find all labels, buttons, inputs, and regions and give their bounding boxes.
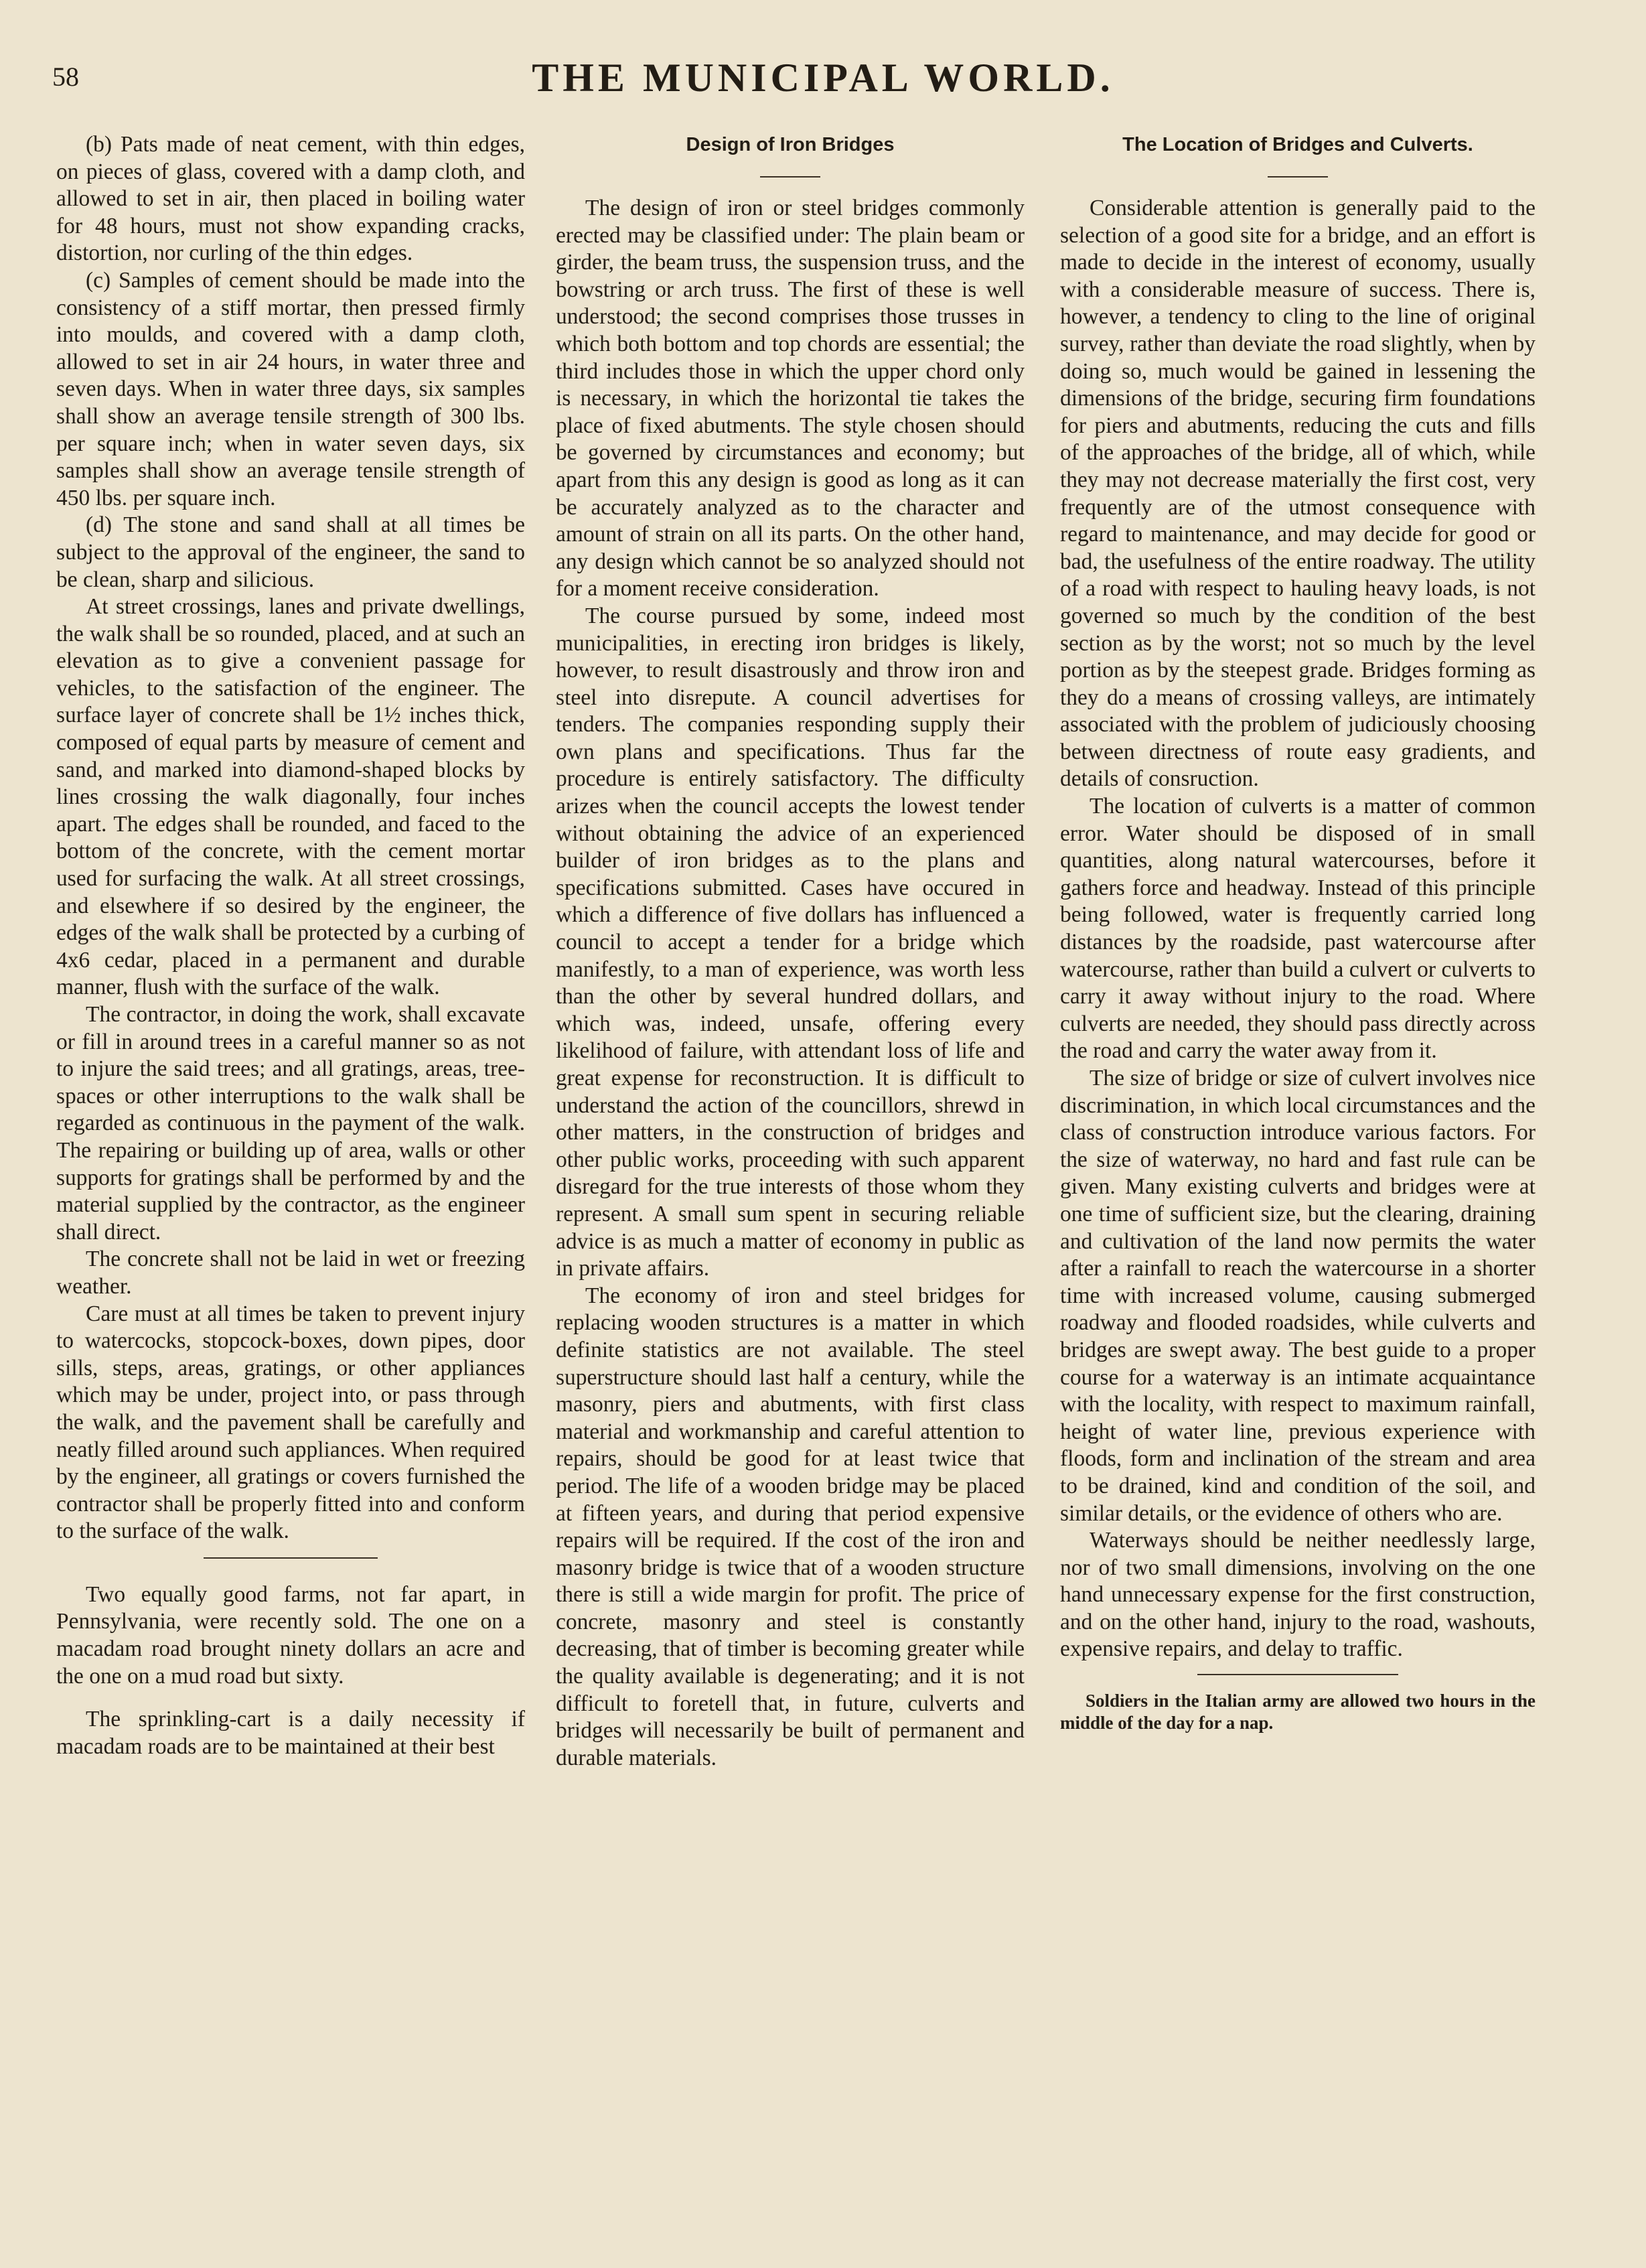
article-heading-location: The Location of Bridges and Culverts. [1122, 134, 1473, 155]
paragraph-stone-sand: (d) The stone and sand shall at all times be subject to the approval of the engineer, the sand to be clean, sharp and silicious. [56, 512, 525, 592]
paragraph-waterways: Waterways should be neither needlessly large, nor of two small dimensions, involving on the one hand unnecessary expense for the first construction, and on the other hand, injury to the road, washouts, expensive repairs, and delay to traffic. [1060, 1528, 1536, 1662]
paragraph-farms: Two equally good farms, not far apart, in Pennsylvania, were recently sold. The one on a macadam road brought ninety dollars an acre and the one on a mud road but sixty. [56, 1581, 525, 1689]
article-heading-iron-bridges: Design of Iron Bridges [686, 134, 895, 155]
column-left [56, 131, 525, 1760]
paragraph-concrete-weather: The concrete shall not be laid in wet or freezing weather. [56, 1247, 525, 1299]
paragraph-street-crossings: At street crossings, lanes and private dwellings, the walk shall be so rounded, placed, and at such an elevation as to give a convenient passage for vehicles, to the satisfaction of the engineer. The surface layer of concrete shall be 1½ inches thick, composed of equal parts by measure of cement and sand, and marked into diamond-shaped blocks by lines crossing the walk diagonally, four inches apart. The edges shall be rounded, and faced to the bottom of the concrete, with the cement mortar used for surfacing the walk. At all street crossings, and elsewhere if so desired by the engineer, the edges of the walk shall be protected by a curbing of 4x6 cedar, placed in a permanent and durable manner, flush with the surface of the walk. [56, 594, 525, 1000]
column-middle [556, 131, 1025, 1772]
column-right [1060, 131, 1536, 1734]
paragraph-care: Care must at all times be taken to prevent injury to watercocks, stopcock-boxes, down pipes, door sills, steps, areas, gratings, or other appliances which may be under, project into, or pass through the walk, and the pavement shall be carefully and neatly filled around such appliances. When required by the engineer, all gratings or covers furnished the contractor shall be properly fitted into and conform to the surface of the walk. [56, 1301, 525, 1544]
heading-dash [760, 176, 820, 178]
paragraph-culvert-size: The size of bridge or size of culvert involves nice discrimination, in which local circumstances and the class of construction introduce various factors. For the size of waterway, no hard and fast rule can be given. Many existing culverts and bridges were at one time of sufficient size, but the clearing, draining and cultivation of the land now permits the water after a rainfall to reach the watercourse in a shorter time with increased volume, causing submerged roadway and flooded roadsides, while culverts and bridges are swept away. The best guide to a proper course for a waterway is an intimate acquaintance with the locality, with respect to maximum rainfall, height of water line, previous experience with floods, form and inclination of the stream and area to be drained, kind and condition of the soil, and similar details, or the evidence of others who are. [1060, 1066, 1536, 1526]
paragraph-sprinkling-cart: The sprinkling-cart is a daily necessity if macadam roads are to be maintained at their best [56, 1707, 525, 1759]
paragraph-pats: (b) Pats made of neat cement, with thin edges, on pieces of glass, covered with a damp cloth, and allowed to set in air, then placed in boiling water for 48 hours, must not show expanding cracks, distortion, nor curling of the thin edges. [56, 132, 525, 266]
masthead-title: THE MUNICIPAL WORLD. [532, 56, 1114, 100]
paragraph-design: The design of iron or steel bridges commonly erected may be classified under: The plain beam or girder, the beam truss, the suspension truss, and the bowstring or arch truss. The first of these is well understood; the second comprises those trusses in which both bottom and top chords are essential; the third includes those in which the upper chord only is necessary, in which the horizontal tie takes the place of fixed abutments. The style chosen should be governed by circumstances and economy; but apart from this any design is good as long as it can be accurately analyzed as to the character and amount of strain on all its parts. On the other hand, any design which cannot be so analyzed should not for a moment receive consideration. [556, 196, 1025, 601]
section-divider [1197, 1674, 1398, 1675]
paragraph-contractor: The contractor, in doing the work, shall excavate or fill in around trees in a careful manner so as not to injure the said trees; and all gratings, areas, tree-spaces or other interruptions to the walk shall be regarded as continuous in the payment of the walk. The repairing or building up of area, walls or other supports for gratings shall be performed by and the material supplied by the contractor, as the engineer shall direct. [56, 1002, 525, 1245]
paragraph-culvert-location: The location of culverts is a matter of common error. Water should be disposed of in small quantities, along natural watercourses, before it gathers force and headway. Instead of this principle being followed, water is frequently carried long distances by the roadside, past watercourse after watercourse, rather than build a culvert or culverts to carry it away without injury to the road. Where culverts are needed, they should pass directly across the road and carry the water away from it. [1060, 794, 1536, 1064]
page-number: 58 [52, 62, 79, 92]
note-italian-army: Soldiers in the Italian army are allowed two hours in the middle of the day for a nap. [1060, 1691, 1536, 1733]
section-divider [204, 1557, 378, 1559]
paragraph-economy: The economy of iron and steel bridges for replacing wooden structures is a matter in which definite statistics are not available. The steel superstructure should last half a century, while the masonry, piers and abutments, with first class material and workmanship and careful attention to repairs, should be good for at least twice that period. The life of a wooden bridge may be placed at fifteen years, and during that period expensive repairs will be required. If the cost of the iron and masonry bridge is twice that of a wooden structure there is still a wide margin for profit. The price of concrete, masonry and steel is constantly decreasing, that of timber is becoming greater while the quality available is degenerating; and it is not difficult to foretell that, in future, culverts and bridges will necessarily be built of permanent and durable materials. [556, 1283, 1025, 1770]
paragraph-site-selection: Considerable attention is generally paid to the selection of a good site for a bridge, and an effort is made to decide in the interest of economy, usually with a considerable measure of success. There is, however, a tendency to cling to the line of original survey, rather than deviate the road slightly, when by doing so, much would be gained in lessening the dimensions of the bridge, securing firm foundations for piers and abutments, reducing the cuts and fills of the approaches of the bridge, all of which, while they may not decrease materially the first cost, very frequently are of the utmost consequence with regard to maintenance, and may decide for good or bad, the usefulness of the entire roadway. The utility of a road with respect to hauling heavy loads, is not governed so much by the condition of the best section as by the worst; not so much by the level portion as by the steepest grade. Bridges forming as they do a means of crossing valleys, are intimately associated with the problem of judiciously choosing between directness of route easy gradients, and details of consruction. [1060, 196, 1536, 792]
paragraph-samples: (c) Samples of cement should be made into the consistency of a stiff mortar, then pressed firmly into moulds, and covered with a damp cloth, allowed to set in air 24 hours, in water three and seven days. When in water three days, six samples shall show an average tensile strength of 300 lbs. per square inch; when in water seven days, six samples shall show an average tensile strength of 450 lbs. per square inch. [56, 267, 525, 510]
paragraph-course: The course pursued by some, indeed most municipalities, in erecting iron bridges is likely, however, to result disastrously and throw iron and steel into disrepute. A council advertises for tenders. The companies responding supply their own plans and specifications. Thus far the procedure is entirely satisfactory. The difficulty arizes when the council accepts the lowest tender without obtaining the advice of an experienced builder of iron bridges as to the plans and specifications submitted. Cases have occured in which a difference of five dollars has influenced a council to accept a tender for a bridge which manifestly, to a man of experience, was worth less than the other by several hundred dollars, and which was, indeed, unsafe, offering every likelihood of failure, with attendant loss of life and great expense for reconstruction. It is difficult to understand the action of the councillors, shrewd in other matters, in the construction of bridges and other public works, proceeding with such apparent disregard for the true interests of those whom they represent. A small sum spent in securing reliable advice is as much a matter of economy in public as in private affairs. [556, 603, 1025, 1281]
heading-dash [1268, 176, 1328, 178]
